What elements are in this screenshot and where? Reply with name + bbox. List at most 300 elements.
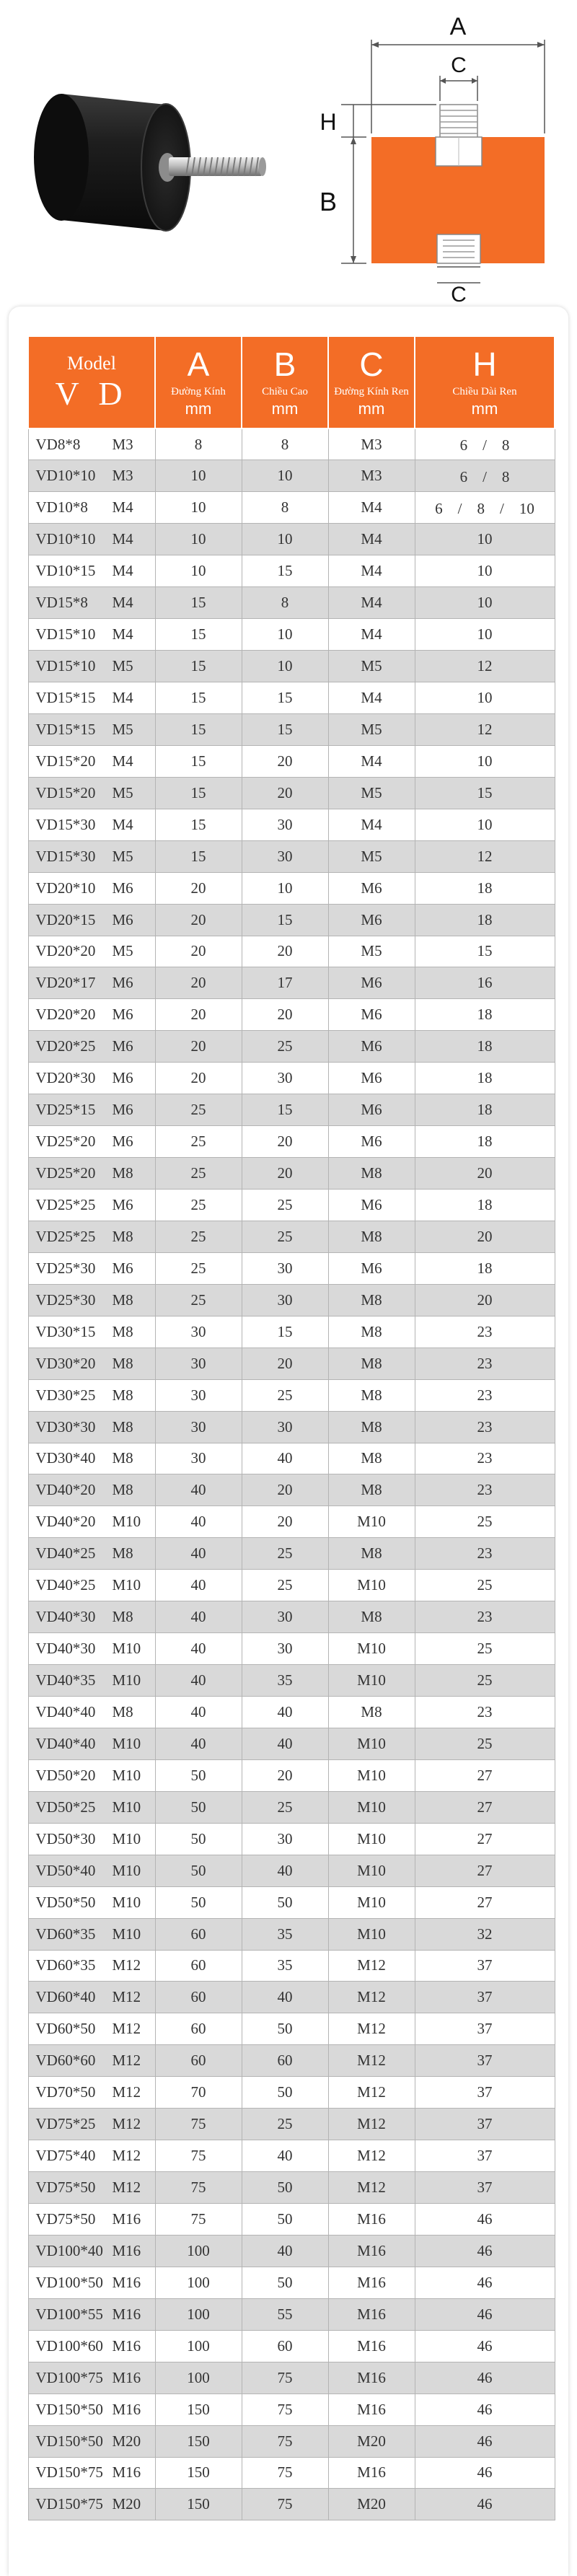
cell-a: 75: [155, 2172, 242, 2204]
cell-h: 16: [415, 967, 555, 999]
cell-b: 35: [242, 1950, 328, 1982]
spec-table: [27, 335, 555, 2520]
cell-a: 50: [155, 1791, 242, 1823]
cell-c: M12: [328, 2140, 415, 2172]
cell-model: [28, 1379, 155, 1411]
model-code: VD30*20: [35, 1354, 96, 1372]
cell-model: [28, 524, 155, 555]
cell-h: 46: [415, 2204, 555, 2236]
cell-b: 20: [242, 777, 328, 809]
cell-c: M16: [328, 2204, 415, 2236]
cell-h: 20: [415, 1221, 555, 1252]
cell-b: 50: [242, 2267, 328, 2298]
dim-c-bottom-label: C: [451, 283, 467, 307]
model-thread: M12: [112, 1956, 141, 1974]
cell-b: 8: [242, 428, 328, 460]
table-row: [28, 1791, 555, 1823]
model-thread: M3: [112, 467, 133, 485]
cell-model: [28, 1348, 155, 1379]
table-row: [28, 492, 555, 524]
cell-model: [28, 840, 155, 872]
header-model-code: V D: [55, 374, 128, 412]
cell-a: 15: [155, 777, 242, 809]
cell-h: 10: [415, 555, 555, 587]
cell-a: 100: [155, 2362, 242, 2393]
cell-b: 40: [242, 2140, 328, 2172]
table-row: [28, 2489, 555, 2520]
model-thread: M16: [112, 2463, 141, 2482]
cell-h: 25: [415, 1570, 555, 1601]
table-row: [28, 619, 555, 651]
header-model: [28, 336, 155, 428]
model-code: VD100*55: [35, 2305, 103, 2323]
cell-b: 10: [242, 619, 328, 651]
cell-model: [28, 1443, 155, 1474]
model-thread: M5: [112, 720, 133, 738]
model-code: VD15*30: [35, 847, 96, 865]
model-thread: M20: [112, 2495, 141, 2513]
cell-b: 15: [242, 1316, 328, 1348]
model-thread: M16: [112, 2210, 141, 2228]
cell-b: 15: [242, 1094, 328, 1126]
cell-h: 27: [415, 1759, 555, 1791]
table-row: [28, 2172, 555, 2204]
model-code: VD40*25: [35, 1544, 96, 1562]
cell-h: 37: [415, 1982, 555, 2013]
cell-b: 15: [242, 713, 328, 745]
model-thread: M8: [112, 1702, 133, 1720]
table-row: [28, 1855, 555, 1886]
table-row: [28, 2425, 555, 2457]
cell-model: [28, 809, 155, 840]
cell-model: [28, 1221, 155, 1252]
cell-c: M16: [328, 2298, 415, 2330]
cell-model: [28, 1031, 155, 1063]
cell-h: 10: [415, 587, 555, 619]
cell-model: [28, 1886, 155, 1918]
cell-c: M12: [328, 2172, 415, 2204]
model-code: VD15*8: [35, 594, 88, 612]
cell-h: 37: [415, 1950, 555, 1982]
table-row: [28, 1252, 555, 1284]
cell-c: M6: [328, 1063, 415, 1094]
model-thread: M6: [112, 1195, 133, 1213]
cell-c: M10: [328, 1665, 415, 1697]
model-thread: M5: [112, 657, 133, 675]
cell-model: [28, 1506, 155, 1538]
cell-h: 37: [415, 2109, 555, 2140]
cell-model: [28, 651, 155, 682]
cell-model: [28, 2109, 155, 2140]
cell-a: 40: [155, 1697, 242, 1728]
cell-c: M20: [328, 2425, 415, 2457]
cell-h: 23: [415, 1379, 555, 1411]
cell-b: 25: [242, 1791, 328, 1823]
cell-model: [28, 1570, 155, 1601]
cell-c: M5: [328, 651, 415, 682]
table-row: [28, 872, 555, 904]
cell-model: [28, 1538, 155, 1570]
cell-model: [28, 1633, 155, 1665]
table-row: [28, 1316, 555, 1348]
header-b-unit: mm: [271, 400, 299, 418]
cell-a: 15: [155, 713, 242, 745]
cell-h: 10: [415, 619, 555, 651]
model-thread: M12: [112, 1988, 141, 2006]
model-code: VD25*30: [35, 1291, 96, 1309]
cell-c: M12: [328, 2077, 415, 2109]
header-a-sub: Đường Kính: [171, 385, 226, 397]
table-row: [28, 1950, 555, 1982]
cell-h: 23: [415, 1316, 555, 1348]
model-code: VD20*30: [35, 1069, 96, 1087]
cell-h: 18: [415, 1190, 555, 1221]
cell-h: 6 / 8 / 10: [415, 492, 555, 524]
model-thread: M3: [112, 435, 133, 453]
model-code: VD20*10: [35, 879, 96, 897]
cell-c: M4: [328, 809, 415, 840]
cell-c: M10: [328, 1886, 415, 1918]
cell-a: 10: [155, 460, 242, 492]
cell-model: [28, 1063, 155, 1094]
cell-h: 18: [415, 872, 555, 904]
cell-c: M10: [328, 1759, 415, 1791]
cell-a: 30: [155, 1411, 242, 1443]
cell-b: 30: [242, 1601, 328, 1633]
model-code: VD40*25: [35, 1576, 96, 1594]
cell-model: [28, 2362, 155, 2393]
cell-b: 40: [242, 1982, 328, 2013]
model-thread: M8: [112, 1322, 133, 1340]
cell-model: [28, 1601, 155, 1633]
model-code: VD15*20: [35, 752, 96, 770]
model-code: VD10*8: [35, 498, 88, 516]
cell-a: 25: [155, 1221, 242, 1252]
cell-b: 25: [242, 2109, 328, 2140]
model-code: VD25*20: [35, 1164, 96, 1182]
cell-model: [28, 1094, 155, 1126]
model-thread: M16: [112, 2337, 141, 2355]
spec-table-body: [28, 428, 555, 2520]
cell-model: [28, 1474, 155, 1506]
table-row: [28, 1190, 555, 1221]
cell-h: 46: [415, 2425, 555, 2457]
table-row: [28, 555, 555, 587]
table-row: [28, 682, 555, 714]
model-thread: M8: [112, 1449, 133, 1467]
model-thread: M10: [112, 1925, 141, 1943]
cell-a: 40: [155, 1474, 242, 1506]
model-code: VD60*35: [35, 1956, 96, 1974]
cell-model: [28, 2330, 155, 2362]
model-thread: M10: [112, 1798, 141, 1816]
model-code: VD75*50: [35, 2179, 96, 2197]
cell-c: M10: [328, 1633, 415, 1665]
cell-c: M8: [328, 1474, 415, 1506]
model-code: VD75*25: [35, 2115, 96, 2133]
cell-b: 20: [242, 1126, 328, 1158]
cell-a: 40: [155, 1570, 242, 1601]
cell-b: 30: [242, 1823, 328, 1855]
model-thread: M12: [112, 2083, 141, 2101]
cell-c: M8: [328, 1379, 415, 1411]
cell-a: 30: [155, 1443, 242, 1474]
cell-h: 18: [415, 1063, 555, 1094]
model-code: VD70*50: [35, 2083, 96, 2101]
cell-a: 25: [155, 1284, 242, 1316]
model-thread: M10: [112, 1861, 141, 1879]
model-code: VD100*50: [35, 2273, 103, 2291]
cell-a: 10: [155, 555, 242, 587]
cell-b: 25: [242, 1031, 328, 1063]
cell-b: 50: [242, 2013, 328, 2045]
cell-a: 30: [155, 1348, 242, 1379]
model-thread: M6: [112, 1101, 133, 1119]
cell-b: 20: [242, 1474, 328, 1506]
cell-h: 25: [415, 1506, 555, 1538]
model-code: VD10*10: [35, 530, 96, 548]
cell-model: [28, 1855, 155, 1886]
model-code: VD20*25: [35, 1037, 96, 1055]
cell-a: 70: [155, 2077, 242, 2109]
cell-b: 25: [242, 1379, 328, 1411]
cell-b: 60: [242, 2045, 328, 2077]
spec-table-card: [9, 307, 568, 2576]
cell-model: [28, 1126, 155, 1158]
cell-c: M10: [328, 1918, 415, 1950]
cell-model: [28, 428, 155, 460]
cell-c: M6: [328, 999, 415, 1031]
table-row: [28, 1284, 555, 1316]
cell-a: 40: [155, 1506, 242, 1538]
cell-c: M3: [328, 460, 415, 492]
cell-a: 20: [155, 936, 242, 967]
cell-b: 8: [242, 587, 328, 619]
model-code: VD50*50: [35, 1893, 96, 1911]
table-row: [28, 1379, 555, 1411]
model-code: VD15*10: [35, 625, 96, 643]
cell-a: 15: [155, 682, 242, 714]
cell-a: 20: [155, 872, 242, 904]
header-h-unit: mm: [471, 400, 498, 418]
model-code: VD150*50: [35, 2400, 103, 2418]
cell-model: [28, 1411, 155, 1443]
model-thread: M5: [112, 942, 133, 960]
table-row: [28, 1886, 555, 1918]
header-b: [242, 336, 328, 428]
cell-c: M10: [328, 1506, 415, 1538]
table-row: [28, 428, 555, 460]
cell-a: 50: [155, 1855, 242, 1886]
table-row: [28, 2077, 555, 2109]
cell-model: [28, 2393, 155, 2425]
cell-c: M8: [328, 1601, 415, 1633]
cell-model: [28, 555, 155, 587]
cell-c: M3: [328, 428, 415, 460]
cell-h: 23: [415, 1411, 555, 1443]
cell-c: M10: [328, 1728, 415, 1759]
cell-b: 75: [242, 2425, 328, 2457]
model-code: VD8*8: [35, 435, 81, 453]
cell-h: 10: [415, 809, 555, 840]
cell-b: 25: [242, 1570, 328, 1601]
cell-a: 30: [155, 1316, 242, 1348]
table-header-row: [28, 336, 555, 428]
cell-h: 37: [415, 2140, 555, 2172]
model-code: VD30*25: [35, 1386, 96, 1404]
model-thread: M10: [112, 1671, 141, 1689]
cell-b: 20: [242, 999, 328, 1031]
model-thread: M10: [112, 1766, 141, 1784]
cell-c: M6: [328, 1031, 415, 1063]
cell-a: 20: [155, 1031, 242, 1063]
cell-b: 30: [242, 1252, 328, 1284]
cell-b: 20: [242, 1348, 328, 1379]
model-code: VD40*40: [35, 1734, 96, 1752]
cell-h: 15: [415, 936, 555, 967]
model-code: VD40*30: [35, 1640, 96, 1658]
cell-model: [28, 936, 155, 967]
cell-b: 30: [242, 1633, 328, 1665]
product-hero: [0, 0, 577, 307]
model-thread: M4: [112, 498, 133, 516]
cell-c: M12: [328, 2045, 415, 2077]
table-row: [28, 1759, 555, 1791]
cell-model: [28, 1823, 155, 1855]
model-thread: M4: [112, 688, 133, 706]
header-c-letter: C: [359, 346, 384, 384]
table-row: [28, 1728, 555, 1759]
model-thread: M8: [112, 1227, 133, 1245]
cell-h: 46: [415, 2489, 555, 2520]
model-code: VD150*75: [35, 2495, 103, 2513]
model-thread: M6: [112, 910, 133, 928]
table-row: [28, 2204, 555, 2236]
cell-model: [28, 2077, 155, 2109]
model-thread: M4: [112, 815, 133, 833]
model-thread: M12: [112, 2020, 141, 2038]
cell-c: M10: [328, 1823, 415, 1855]
cell-model: [28, 1158, 155, 1190]
cell-model: [28, 904, 155, 936]
cell-c: M4: [328, 492, 415, 524]
cell-h: 20: [415, 1284, 555, 1316]
cell-a: 25: [155, 1158, 242, 1190]
cell-h: 18: [415, 1126, 555, 1158]
cell-b: 20: [242, 1759, 328, 1791]
model-code: VD25*25: [35, 1195, 96, 1213]
header-c: [328, 336, 415, 428]
cell-a: 100: [155, 2267, 242, 2298]
model-code: VD30*30: [35, 1417, 96, 1436]
cell-h: 37: [415, 2013, 555, 2045]
model-thread: M8: [112, 1608, 133, 1626]
cell-h: 46: [415, 2235, 555, 2267]
header-c-sub: Đường Kính Ren: [334, 385, 409, 397]
table-row: [28, 2393, 555, 2425]
cell-c: M6: [328, 904, 415, 936]
model-code: VD100*60: [35, 2337, 103, 2355]
cell-model: [28, 1950, 155, 1982]
cell-c: M16: [328, 2267, 415, 2298]
model-code: VD20*20: [35, 1006, 96, 1024]
model-code: VD150*50: [35, 2432, 103, 2450]
dimension-diagram: [296, 0, 577, 307]
cell-c: M4: [328, 682, 415, 714]
cell-model: [28, 777, 155, 809]
header-h-sub: Chiều Dài Ren: [452, 385, 517, 397]
cell-model: [28, 1918, 155, 1950]
cell-model: [28, 999, 155, 1031]
cell-model: [28, 2298, 155, 2330]
cell-a: 40: [155, 1538, 242, 1570]
table-row: [28, 1506, 555, 1538]
table-row: [28, 587, 555, 619]
cell-a: 100: [155, 2330, 242, 2362]
model-code: VD10*15: [35, 562, 96, 580]
model-thread: M6: [112, 1259, 133, 1277]
model-thread: M6: [112, 1037, 133, 1055]
cell-b: 15: [242, 682, 328, 714]
cell-a: 50: [155, 1823, 242, 1855]
cell-a: 25: [155, 1126, 242, 1158]
cell-c: M6: [328, 1252, 415, 1284]
cell-a: 15: [155, 840, 242, 872]
table-row: [28, 1474, 555, 1506]
diagram-bottom-insert: [437, 234, 480, 263]
cell-a: 60: [155, 2045, 242, 2077]
cell-c: M8: [328, 1538, 415, 1570]
cell-b: 75: [242, 2362, 328, 2393]
cell-h: 6 / 8: [415, 428, 555, 460]
table-row: [28, 1063, 555, 1094]
model-thread: M8: [112, 1481, 133, 1499]
model-code: VD15*30: [35, 815, 96, 833]
table-row: [28, 1697, 555, 1728]
cell-b: 50: [242, 2077, 328, 2109]
cell-c: M4: [328, 587, 415, 619]
cell-a: 8: [155, 428, 242, 460]
cell-h: 18: [415, 1094, 555, 1126]
cell-a: 100: [155, 2235, 242, 2267]
cell-model: [28, 587, 155, 619]
model-thread: M4: [112, 625, 133, 643]
model-thread: M10: [112, 1640, 141, 1658]
dim-h-label: H: [320, 109, 337, 135]
cell-c: M4: [328, 524, 415, 555]
model-thread: M16: [112, 2273, 141, 2291]
cell-a: 60: [155, 1982, 242, 2013]
cell-c: M10: [328, 1791, 415, 1823]
table-row: [28, 2140, 555, 2172]
table-row: [28, 1823, 555, 1855]
model-code: VD25*15: [35, 1101, 96, 1119]
model-code: VD60*60: [35, 2052, 96, 2070]
cell-model: [28, 1316, 155, 1348]
cell-a: 60: [155, 1950, 242, 1982]
cell-b: 10: [242, 651, 328, 682]
cell-model: [28, 2235, 155, 2267]
table-row: [28, 936, 555, 967]
cell-a: 25: [155, 1252, 242, 1284]
model-thread: M6: [112, 1069, 133, 1087]
cell-a: 20: [155, 904, 242, 936]
cell-a: 20: [155, 967, 242, 999]
cell-b: 30: [242, 1411, 328, 1443]
cell-model: [28, 1190, 155, 1221]
cell-h: 18: [415, 1031, 555, 1063]
model-thread: M6: [112, 1006, 133, 1024]
